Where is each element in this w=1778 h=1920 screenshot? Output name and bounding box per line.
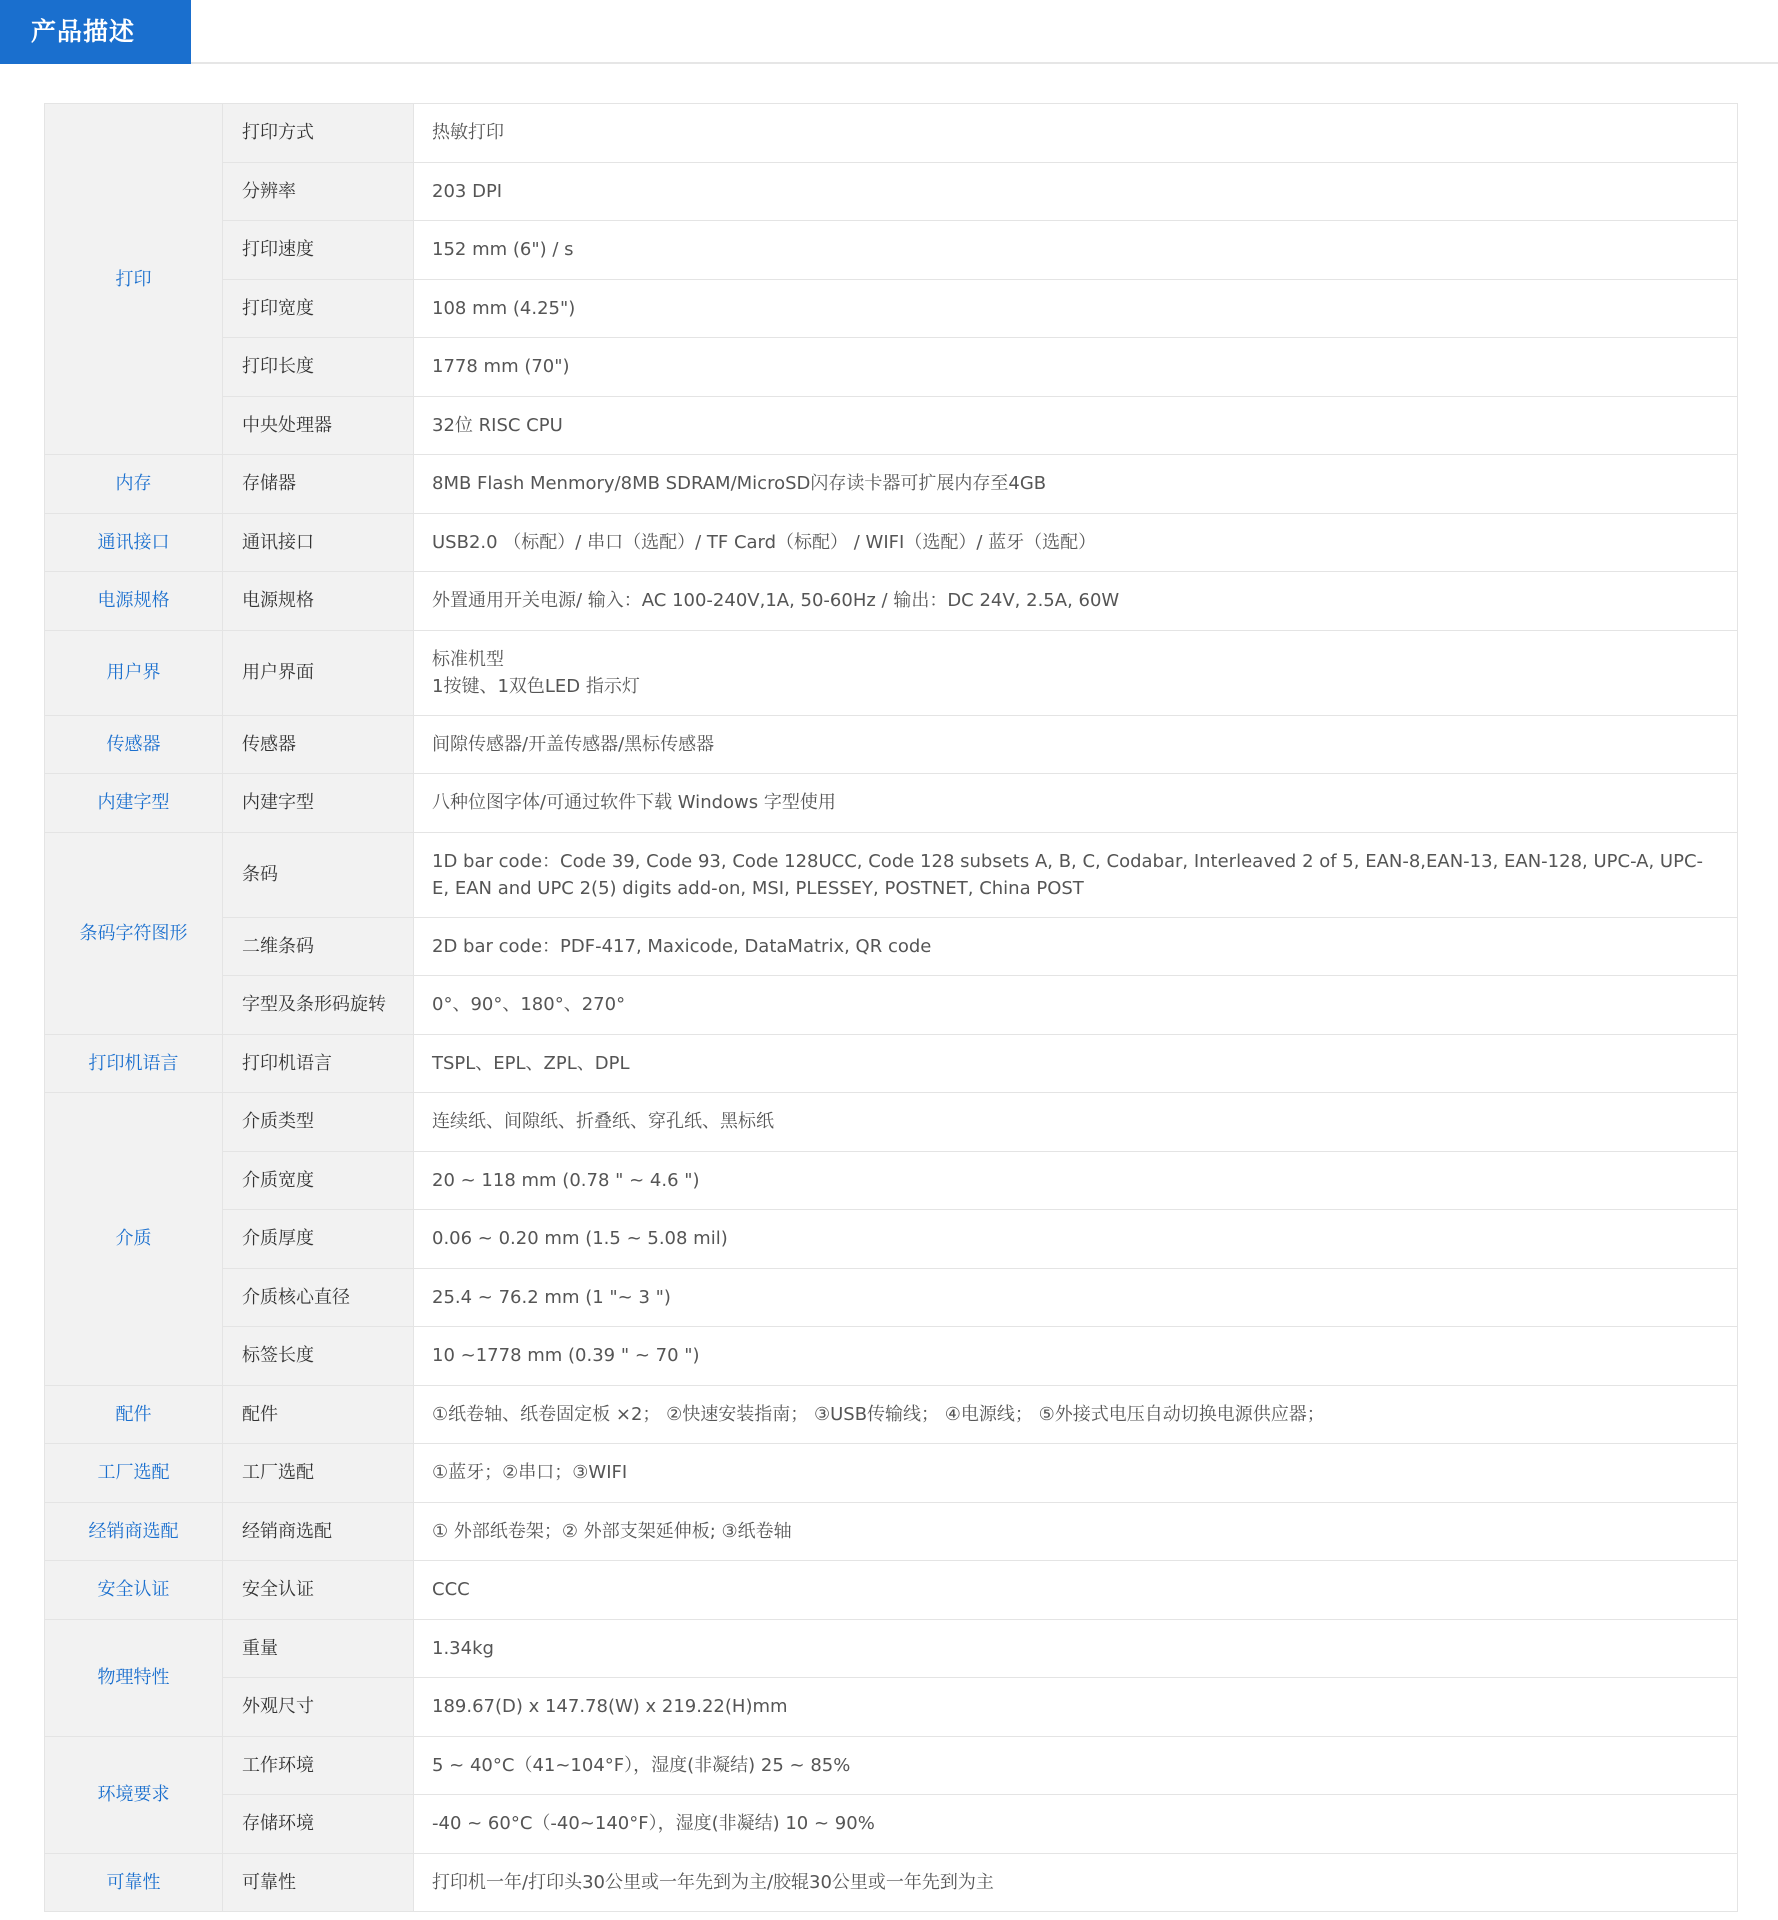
spec-value <box>414 1034 1738 1093</box>
spec-value-line: 152 mm (6") / s <box>432 239 574 261</box>
spec-category: 介质 <box>45 1093 223 1386</box>
spec-value-line: 1按键、1双色LED 指示灯 <box>432 675 640 697</box>
spec-label: 经销商选配 <box>223 1502 414 1561</box>
spec-row <box>45 1678 1738 1737</box>
spec-row <box>45 513 1738 572</box>
spec-value <box>414 1561 1738 1620</box>
spec-value <box>414 455 1738 514</box>
spec-value <box>414 572 1738 631</box>
spec-row <box>45 455 1738 514</box>
spec-category: 环境要求 <box>45 1736 223 1853</box>
spec-value-line: 外置通用开关电源/ 输入：AC 100-240V,1A, 50-60Hz / 输出：DC 24V, 2.5A, 60W <box>432 590 1120 612</box>
spec-label: 打印方式 <box>223 104 414 163</box>
spec-row <box>45 1327 1738 1386</box>
spec-label: 配件 <box>223 1385 414 1444</box>
spec-category: 配件 <box>45 1385 223 1444</box>
spec-label: 可靠性 <box>223 1853 414 1912</box>
spec-row <box>45 162 1738 221</box>
spec-value <box>414 1327 1738 1386</box>
spec-table <box>44 103 1738 1912</box>
spec-value-line: TSPL、EPL、ZPL、DPL <box>432 1052 630 1074</box>
spec-label: 通讯接口 <box>223 513 414 572</box>
spec-value-line: 1D bar code：Code 39, Code 93, Code 128UCC, Code 128 subsets A, B, C, Codabar, Interleaved 2 of 5, EAN-8,EAN-13, EAN-128, UPC-A, UPC-E, EAN and UPC 2(5) digits add-on, MSI, PLESSEY, POSTNET, China POST <box>432 850 1704 899</box>
section-header <box>0 0 1778 64</box>
spec-value-line: 32位 RISC CPU <box>432 414 563 436</box>
spec-category: 条码字符图形 <box>45 832 223 1034</box>
spec-value <box>414 1736 1738 1795</box>
spec-category: 可靠性 <box>45 1853 223 1912</box>
spec-value <box>414 338 1738 397</box>
spec-value-line: 108 mm (4.25") <box>432 297 576 319</box>
spec-value <box>414 832 1738 917</box>
spec-value <box>414 1444 1738 1503</box>
spec-label: 用户界面 <box>223 630 414 715</box>
spec-row <box>45 221 1738 280</box>
spec-row <box>45 1795 1738 1854</box>
spec-label: 工厂选配 <box>223 1444 414 1503</box>
spec-value-line: 热敏打印 <box>432 122 504 144</box>
spec-category: 传感器 <box>45 715 223 774</box>
spec-value <box>414 396 1738 455</box>
spec-label: 打印长度 <box>223 338 414 397</box>
spec-row <box>45 1736 1738 1795</box>
spec-category: 打印 <box>45 104 223 455</box>
spec-row <box>45 1210 1738 1269</box>
spec-label: 外观尺寸 <box>223 1678 414 1737</box>
spec-label: 介质核心直径 <box>223 1268 414 1327</box>
spec-value-line: ① 外部纸卷架；② 外部支架延伸板; ③纸卷轴 <box>432 1520 792 1542</box>
spec-value-line: 5 ~ 40°C（41~104°F），湿度(非凝结) 25 ~ 85% <box>432 1754 851 1776</box>
spec-table-container <box>44 103 1737 1912</box>
spec-value-line: 1.34kg <box>432 1637 494 1659</box>
spec-value-line: ①纸卷轴、纸卷固定板 ×2； ②快速安装指南； ③USB传输线； ④电源线； ⑤外接式电压自动切换电源供应器； <box>432 1403 1325 1425</box>
spec-value <box>414 917 1738 976</box>
spec-row <box>45 1034 1738 1093</box>
spec-value-line: 10 ~1778 mm (0.39 " ~ 70 ") <box>432 1345 700 1367</box>
spec-label: 介质宽度 <box>223 1151 414 1210</box>
spec-value-line: -40 ~ 60°C（-40~140°F），湿度(非凝结) 10 ~ 90% <box>432 1813 875 1835</box>
spec-label: 存储环境 <box>223 1795 414 1854</box>
spec-row <box>45 917 1738 976</box>
spec-row <box>45 279 1738 338</box>
spec-value-line: USB2.0 （标配）/ 串口（选配）/ TF Card（标配） / WIFI（选配）/ 蓝牙（选配） <box>432 531 1097 553</box>
spec-value <box>414 1151 1738 1210</box>
spec-label: 分辨率 <box>223 162 414 221</box>
spec-row <box>45 1502 1738 1561</box>
spec-value <box>414 715 1738 774</box>
spec-category: 内建字型 <box>45 774 223 833</box>
spec-row <box>45 630 1738 715</box>
spec-row <box>45 338 1738 397</box>
spec-value <box>414 221 1738 280</box>
spec-category: 打印机语言 <box>45 1034 223 1093</box>
spec-value-line: 打印机一年/打印头30公里或一年先到为主/胶辊30公里或一年先到为主 <box>432 1871 994 1893</box>
spec-value <box>414 1795 1738 1854</box>
spec-row <box>45 1385 1738 1444</box>
section-title-tab: 产品描述 <box>0 0 191 64</box>
spec-value <box>414 162 1738 221</box>
spec-table-body <box>45 104 1738 1912</box>
spec-value-line: 0.06 ~ 0.20 mm (1.5 ~ 5.08 mil) <box>432 1228 728 1250</box>
spec-category: 物理特性 <box>45 1619 223 1736</box>
spec-category: 通讯接口 <box>45 513 223 572</box>
spec-value <box>414 1093 1738 1152</box>
spec-row <box>45 774 1738 833</box>
spec-value-line: 0°、90°、180°、270° <box>432 994 626 1016</box>
spec-value-line: 2D bar code：PDF-417, Maxicode, DataMatrix, QR code <box>432 935 932 957</box>
spec-value-line: 标准机型 <box>432 648 504 670</box>
spec-category: 工厂选配 <box>45 1444 223 1503</box>
spec-row <box>45 104 1738 163</box>
spec-label: 条码 <box>223 832 414 917</box>
spec-label: 工作环境 <box>223 1736 414 1795</box>
spec-value-line: ①蓝牙；②串口；③WIFI <box>432 1462 628 1484</box>
spec-row <box>45 396 1738 455</box>
spec-category: 经销商选配 <box>45 1502 223 1561</box>
spec-value-line: 189.67(D) x 147.78(W) x 219.22(H)mm <box>432 1696 788 1718</box>
spec-category: 内存 <box>45 455 223 514</box>
spec-row <box>45 715 1738 774</box>
spec-value <box>414 1385 1738 1444</box>
spec-label: 重量 <box>223 1619 414 1678</box>
spec-value <box>414 1853 1738 1912</box>
spec-row <box>45 572 1738 631</box>
spec-label: 字型及条形码旋转 <box>223 976 414 1035</box>
spec-category: 用户界 <box>45 630 223 715</box>
spec-row <box>45 1619 1738 1678</box>
spec-label: 存储器 <box>223 455 414 514</box>
spec-value <box>414 976 1738 1035</box>
spec-value-line: 八种位图字体/可通过软件下载 Windows 字型使用 <box>432 792 836 814</box>
spec-row <box>45 1853 1738 1912</box>
spec-row <box>45 832 1738 917</box>
spec-label: 传感器 <box>223 715 414 774</box>
spec-row <box>45 1561 1738 1620</box>
spec-row <box>45 1268 1738 1327</box>
spec-value <box>414 774 1738 833</box>
spec-row <box>45 1444 1738 1503</box>
spec-value-line: 203 DPI <box>432 180 503 202</box>
spec-row <box>45 1151 1738 1210</box>
spec-label: 打印宽度 <box>223 279 414 338</box>
spec-value <box>414 1502 1738 1561</box>
spec-row <box>45 1093 1738 1152</box>
spec-label: 标签长度 <box>223 1327 414 1386</box>
spec-label: 介质厚度 <box>223 1210 414 1269</box>
spec-label: 二维条码 <box>223 917 414 976</box>
spec-value-line: 25.4 ~ 76.2 mm (1 "~ 3 ") <box>432 1286 671 1308</box>
spec-value <box>414 104 1738 163</box>
spec-value-line: 连续纸、间隙纸、折叠纸、穿孔纸、黑标纸 <box>432 1111 774 1133</box>
spec-label: 内建字型 <box>223 774 414 833</box>
spec-value <box>414 513 1738 572</box>
spec-value <box>414 1210 1738 1269</box>
spec-value <box>414 1268 1738 1327</box>
spec-label: 介质类型 <box>223 1093 414 1152</box>
spec-value <box>414 279 1738 338</box>
spec-category: 电源规格 <box>45 572 223 631</box>
spec-value <box>414 630 1738 715</box>
spec-label: 电源规格 <box>223 572 414 631</box>
spec-value-line: 8MB Flash Menmory/8MB SDRAM/MicroSD闪存读卡器可扩展内存至4GB <box>432 473 1047 495</box>
spec-value-line: 20 ~ 118 mm (0.78 " ~ 4.6 ") <box>432 1169 700 1191</box>
spec-value-line: CCC <box>432 1579 470 1601</box>
spec-value <box>414 1678 1738 1737</box>
spec-value-line: 1778 mm (70") <box>432 356 570 378</box>
spec-label: 打印机语言 <box>223 1034 414 1093</box>
spec-value-line: 间隙传感器/开盖传感器/黑标传感器 <box>432 733 715 755</box>
spec-label: 安全认证 <box>223 1561 414 1620</box>
spec-label: 中央处理器 <box>223 396 414 455</box>
spec-value <box>414 1619 1738 1678</box>
spec-label: 打印速度 <box>223 221 414 280</box>
spec-row <box>45 976 1738 1035</box>
spec-category: 安全认证 <box>45 1561 223 1620</box>
